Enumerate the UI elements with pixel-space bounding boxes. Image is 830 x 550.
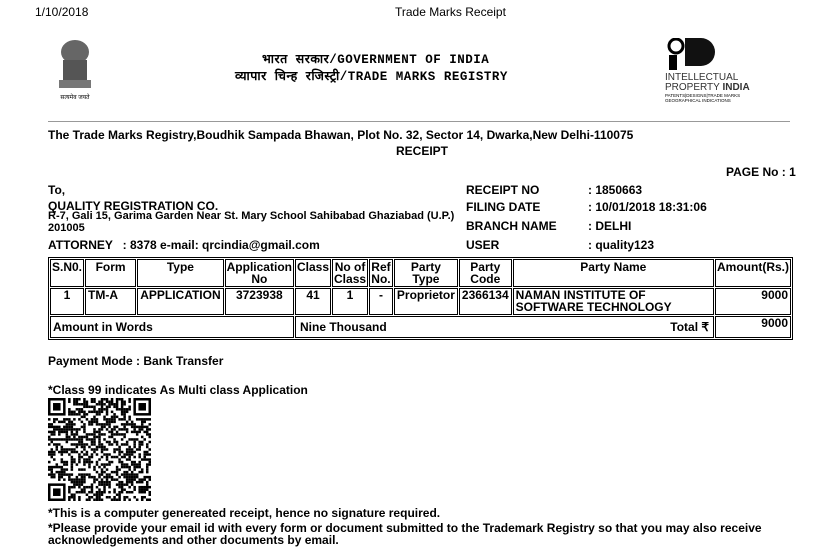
cell-amount: 9000 <box>715 288 791 315</box>
cell-ref-no: - <box>369 288 393 315</box>
print-date: 1/10/2018 <box>35 5 89 19</box>
ip-logo-line3: PATENTS|DESIGNS|TRADE MARKS <box>665 93 741 98</box>
col-party-name: Party Name <box>513 259 714 287</box>
receipt-title: RECEIPT <box>396 144 449 158</box>
to-label: To, <box>48 183 66 197</box>
col-party-type: Party Type <box>394 259 458 287</box>
receipt-no-label: RECEIPT NO <box>466 183 540 197</box>
col-application-no: Application No <box>226 260 292 286</box>
cell-party-code: 2366134 <box>459 288 512 315</box>
ip-logo-line1: INTELLECTUAL <box>665 72 739 83</box>
user-label: USER <box>466 238 500 252</box>
receipt-no-value: : 1850663 <box>588 183 643 197</box>
receipt-table <box>48 257 793 340</box>
qr-code <box>48 398 151 501</box>
filing-date-label: FILING DATE <box>466 200 541 214</box>
footer-note-3: acknowledgements and other documents by email. <box>48 533 339 547</box>
amount-words-cell <box>295 316 714 338</box>
col-amount: Amount(Rs.) <box>715 259 791 287</box>
col-class: Class <box>295 259 331 287</box>
col-ref-no: Ref No. <box>369 259 393 287</box>
header-line1: भारत सरकार/GOVERNMENT OF INDIA <box>262 53 490 67</box>
footer-note-2: *Please provide your email id with every form or document submitted to the Trademark Registry so that you may also receive <box>48 521 762 535</box>
branch-name-label: BRANCH NAME <box>466 219 557 233</box>
ip-logo-line2: PROPERTY INDIA <box>665 82 750 93</box>
col-form: Form <box>85 259 136 287</box>
recipient-pincode: 201005 <box>48 222 85 234</box>
cell-sno: 1 <box>50 288 84 315</box>
cell-no-of-class: 1 <box>332 288 368 315</box>
payment-mode: Payment Mode : Bank Transfer <box>48 354 224 368</box>
col-sno: S.N0. <box>50 259 84 287</box>
registry-address: The Trade Marks Registry,Boudhik Sampada Bhawan, Plot No. 32, Sector 14, Dwarka,New Delhi-110075 <box>48 128 634 142</box>
cell-form: TM-A <box>85 288 136 315</box>
page-number: PAGE No : 1 <box>726 165 796 179</box>
total-amount: 9000 <box>715 316 791 338</box>
user-value: : quality123 <box>588 238 655 252</box>
col-party-code: Party Code <box>459 259 512 287</box>
ip-india-logo <box>665 38 775 103</box>
table-header-row <box>50 259 791 287</box>
header-divider <box>48 121 790 122</box>
cell-class: 41 <box>295 288 331 315</box>
cell-party-name: NAMAN INSTITUTE OF SOFTWARE TECHNOLOGY <box>513 288 714 315</box>
national-emblem-icon <box>55 38 95 100</box>
branch-name-value: : DELHI <box>588 219 632 233</box>
col-no-of-class: No of Class <box>334 260 367 286</box>
amount-in-words-label: Amount in Words <box>50 316 294 338</box>
cell-application-no: 3723938 <box>225 288 294 315</box>
total-row <box>50 316 791 338</box>
cell-type: APPLICATION <box>137 288 223 315</box>
print-title: Trade Marks Receipt <box>395 5 506 19</box>
footer-note-1: *This is a computer genereated receipt, hence no signature required. <box>48 506 441 520</box>
amount-in-words: Nine Thousand <box>299 320 387 334</box>
table-row <box>50 288 791 315</box>
total-label: Total ₹ <box>670 320 709 334</box>
recipient-address: R-7, Gali 15, Garima Garden Near St. Mary School Sahibabad Ghaziabad (U.P.) <box>48 210 455 222</box>
header-line2: व्यापार चिन्ह रजिस्ट्री/TRADE MARKS REGISTRY <box>235 70 508 84</box>
recipient-name: QUALITY REGISTRATION CO. <box>48 199 219 213</box>
ip-logo-line4: GEOGRAPHICAL INDICATIONS <box>665 98 731 103</box>
class-note: *Class 99 indicates As Multi class Application <box>48 383 308 397</box>
attorney-info: ATTORNEY : 8378 e-mail: qrcindia@gmail.com <box>48 238 320 252</box>
cell-party-type: Proprietor <box>394 288 458 315</box>
col-type: Type <box>137 259 223 287</box>
emblem-caption: सत्यमेव जयते <box>60 95 90 101</box>
filing-date-value: : 10/01/2018 18:31:06 <box>588 200 707 214</box>
